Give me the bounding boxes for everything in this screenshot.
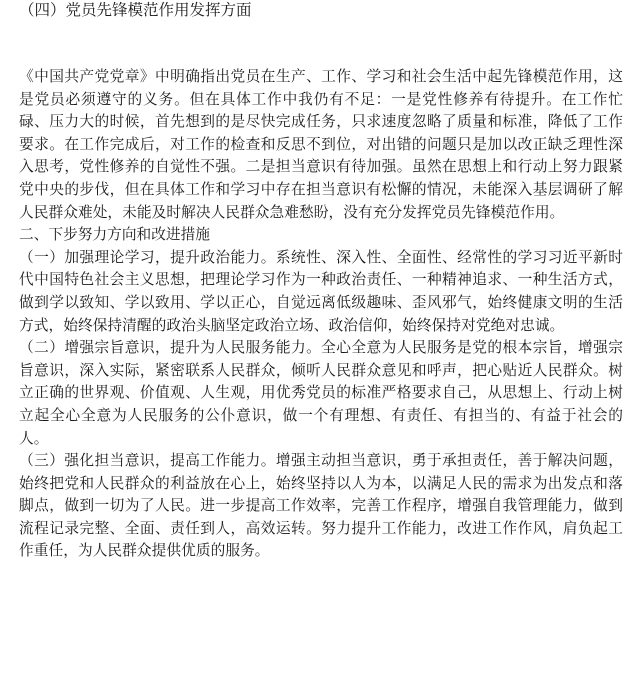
document-body bbox=[19, 0, 623, 563]
measure-paragraph-1: （一）加强理论学习，提升政治能力。系统性、深入性、全面性、经常性的学习习近平新时代中国特色社会主义思想，把理论学习作为一种政治责任、一种精神追求、一种生活方式，做到学以致知、学以致用、学以正心，自觉远离低级趣味、歪风邪气，始终健康文明的生活方式，始终保持清醒的政治头脑坚定政治立场、政治信仰，始终保持对党绝对忠诚。 bbox=[19, 248, 623, 334]
section-heading: （四）党员先锋模范作用发挥方面 bbox=[19, 1, 252, 19]
measure-paragraph-2: （二）增强宗旨意识，提升为人民服务能力。全心全意为人民服务是党的根本宗旨，增强宗旨意识，深入实际，紧密联系人民群众，倾听人民群众意见和呼声，把心贴近人民群众。树立正确的世界观、价值观、人生观，用优秀党员的标准严格要求自己，从思想上、行动上树立起全心全意为人民服务的公仆意识，做一个有理想、有责任、有担当的、有益于社会的人。 bbox=[19, 339, 623, 447]
measure-paragraph-3: （三）强化担当意识，提高工作能力。增强主动担当意识，勇于承担责任，善于解决问题，始终把党和人民群众的利益放在心上，始终坚持以人为本，以满足人民的需求为出发点和落脚点，做到一切为了人民。进一步提高工作效率，完善工作程序，增强自我管理能力，做到流程记录完整、全面、责任到人，高效运转。努力提升工作能力，改进工作作风，肩负起工作重任，为人民群众提供优质的服务。 bbox=[19, 452, 623, 560]
blank-space bbox=[19, 20, 623, 66]
paragraph-party-role: 《中国共产党党章》中明确指出党员在生产、工作、学习和社会生活中起先锋模范作用，这是党员必须遵守的义务。但在具体工作中我仍有不足：一是党性修养有待提升。在工作忙碌、压力大的时候，首先想到的是尽快完成任务，只求速度忽略了质量和标准，降低了工作要求。在工作完成后，对工作的检查和反思不到位，对出错的问题只是加以改正缺乏理性深入思考，党性修养的自觉性不强。二是担当意识有待加强。虽然在思想上和行动上努力跟紧党中央的步伐，但在具体工作和学习中存在担当意识有松懈的情况，未能深入基层调研了解人民群众难处，未能及时解决人民群众急难愁盼，没有充分发挥党员先锋模范作用。 bbox=[19, 68, 623, 221]
section-title-next-steps: 二、下步努力方向和改进措施 bbox=[19, 226, 210, 244]
